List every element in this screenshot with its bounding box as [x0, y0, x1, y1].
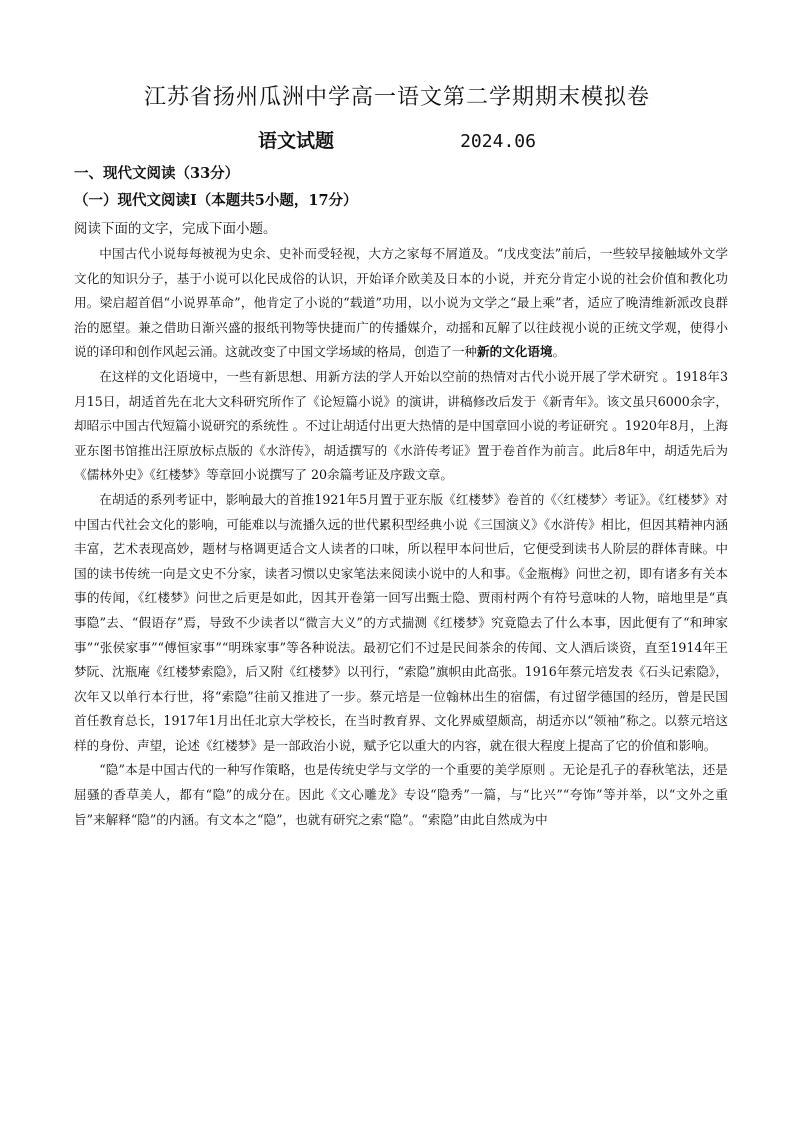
subtitle-date: 2024.06	[460, 131, 536, 152]
subsection-heading: （一）现代文阅读Ⅰ（本题共5小题，17分）	[74, 192, 358, 209]
paragraph-1	[74, 242, 728, 365]
paragraph-1-end: 。	[552, 344, 566, 360]
section-heading: 一、现代文阅读（33分）	[74, 165, 240, 182]
exam-title: 江苏省扬州瓜洲中学高一语文第二学期期末模拟卷	[143, 85, 650, 110]
subtitle-name: 语文试题	[258, 130, 335, 152]
paragraph-4: “隐”本是中国古代的一种写作策略，也是传统史学与文学的一个重要的美学原则 。无论是孔子的春秋笔法，还是屈骚的香草美人，都有“隐”的成分在。因此《文心雕龙》专设“隐秀”一篇，与“比兴”“夸饰”等并举，以“文外之重旨”来解释“隐”的内涵。有文本之“隐”，也就有研究之索“隐”。“索隐”由此自然成为中	[74, 762, 728, 827]
paragraph-1-text: 中国古代小说每每被视为史余、史补而受轻视，大方之家每不屑道及。“戊戌变法”前后，一些较早接触域外文学文化的知识分子，基于小说可以化民成俗的认识，开始译介欧美及日本的小说，并充分肯定小说的社会价值和教化功用。梁启超首倡“小说界革命”，他肯定了小说的“载道”功用，以小说为文学之“最上乘”者，适应了晚清维新派改良群治的愿望。兼之借助日渐兴盛的报纸刊物等快捷而广的传播媒介，动摇和瓦解了以往歧视小说的正统文学观，使得小说的译印和创作风起云涌。这就改变了中国文学场域的格局，创造了一种	[74, 246, 728, 360]
paragraph-3: 在胡适的系列考证中，影响最大的首推1921年5月置于亚东版《红楼梦》卷首的《〈红楼梦〉考证》。《红楼梦》对中国古代社会文化的影响，可能难以与流播久远的世代累积型经典小说《三国演义》《水浒传》相比，但因其精神内涵丰富，艺术表现高妙，题材与格调更适合文人读者的口味，所以程甲本问世后，它便受到读书人阶层的群体青睐。中国的读书传统一向是文史不分家，读者习惯以史家笔法来阅读小说中的人和事。《金瓶梅》问世之初，即有诸多有关本事的传闻，《红楼梦》问世之后更是如此，因其开卷第一回写出甄士隐、贾雨村两个有符号意味的人物，暗地里是“真事隐”去、“假语存”焉，导致不少读者以“微言大义”的方式揣测《红楼梦》究竟隐去了什么本事，因此便有了“和珅家事”“张侯家事”“傅恒家事”“明珠家事”等各种说法。最初它们不过是民间茶余的传闻、文人酒后谈资，直至1914年王梦阮、沈瓶庵《红楼梦索隐》，后又附《红楼梦》以刊行，“索隐”旗帜由此高张。1916年蔡元培发表《石头记索隐》，次年又以单行本行世，将“索隐”往前又推进了一步。蔡元培是一位翰林出生的宿儒，有过留学德国的经历，曾是民国首任教育总长，1917年1月出任北京大学校长，在当时教育界、文化界威望颇高，胡适亦以“领袖”称之。以蔡元培这样的身份、声望，论述《红楼梦》是一部政治小说，赋予它以重大的内容，就在很大程度上提高了它的价值和影响。	[74, 491, 728, 753]
paragraph-1-bold: 新的文化语境	[477, 344, 553, 360]
exam-subtitle	[0, 126, 794, 153]
reading-instruction: 阅读下面的文字，完成下面小题。	[74, 221, 277, 237]
passage-body	[74, 242, 728, 832]
paragraph-2: 在这样的文化语境中，一些有新思想、用新方法的学人开始以空前的热情对古代小说开展了学术研究 。1918年3月15日，胡适首先在北大文科研究所作了《论短篇小说》的演讲，讲稿修改后发于《新青年》。该文虽只6000余字，却昭示中国古代短篇小说研究的系统性 。不过让胡适付出更大热情的是中国章回小说的考证研究 。1920年8月，上海亚东图书馆推出汪原放标点版的《水浒传》，胡适撰写的《水浒传考证》置于卷首作为前言。此后8年中，胡适先后为《儒林外史》《红楼梦》等章回小说撰写了 20余篇考证及序跋文章。	[74, 368, 728, 483]
